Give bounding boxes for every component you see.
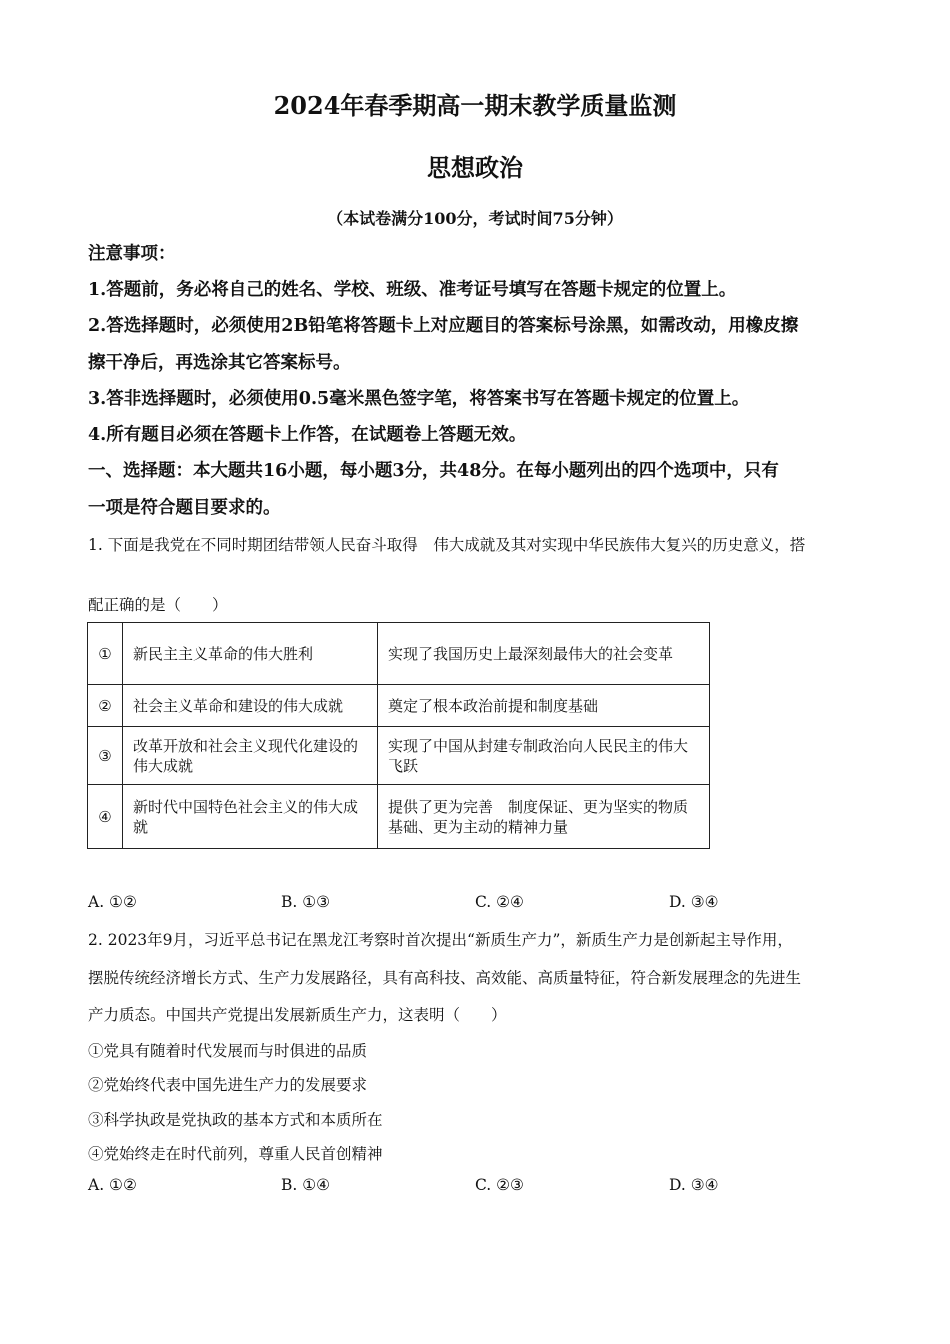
row-achievement: 社会主义革命和建设的伟大成就 [123, 685, 378, 727]
q1-choice-a: A. ①② [88, 893, 137, 911]
q2-choice-d: D. ③④ [669, 1176, 719, 1194]
note-item: 2.答选择题时，必须使用2B铅笔将答题卡上对应题目的答案标号涂黑，如需改动，用橡皮擦 [88, 316, 799, 336]
row-number: ① [88, 623, 123, 685]
subject-title: 思想政治 [427, 153, 523, 182]
row-achievement: 新民主主义革命的伟大胜利 [123, 623, 378, 685]
row-achievement: 新时代中国特色社会主义的伟大成就 [123, 785, 378, 849]
q2-choice-b: B. ①④ [281, 1176, 331, 1194]
note-item: 1.答题前，务必将自己的姓名、学校、班级、准考证号填写在答题卡规定的位置上。 [88, 280, 737, 300]
table-row [88, 685, 710, 727]
table-row [88, 785, 710, 849]
row-number: ③ [88, 727, 123, 785]
exam-title: 2024年春季期高一期末教学质量监测 [273, 91, 677, 120]
section-heading-cont: 一项是符合题目要求的。 [88, 498, 281, 518]
q2-stem: 2. 2023年9月，习近平总书记在黑龙江考察时首次提出“新质生产力”，新质生产力是创新起主导作用， [88, 931, 793, 949]
q2-stem-cont: 产力质态。中国共产党提出发展新质生产力，这表明（ ） [88, 1006, 507, 1024]
row-number: ② [88, 685, 123, 727]
table-row [88, 727, 710, 785]
section-heading: 一、选择题：本大题共16小题，每小题3分，共48分。在每小题列出的四个选项中，只有 [88, 461, 779, 481]
q1-choice-b: B. ①③ [281, 893, 331, 911]
q2-statement: ③科学执政是党执政的基本方式和本质所在 [88, 1111, 383, 1129]
row-meaning: 提供了更为完善 制度保证、更为坚实的物质基础、更为主动的精神力量 [378, 785, 710, 849]
q1-table [87, 622, 710, 849]
q2-choice-a: A. ①② [88, 1176, 137, 1194]
q1-choice-c: C. ②④ [475, 893, 524, 911]
table-row [88, 623, 710, 685]
row-achievement: 改革开放和社会主义现代化建设的伟大成就 [123, 727, 378, 785]
q1-choice-d: D. ③④ [669, 893, 719, 911]
row-meaning: 实现了中国从封建专制政治向人民民主的伟大飞跃 [378, 727, 710, 785]
notes-heading: 注意事项： [88, 244, 176, 264]
q1-stem: 1. 下面是我党在不同时期团结带领人民奋斗取得 伟大成就及其对实现中华民族伟大复兴的历史意义，搭 [88, 536, 806, 554]
q2-choice-c: C. ②③ [475, 1176, 524, 1194]
exam-info: （本试卷满分100分，考试时间75分钟） [327, 209, 623, 228]
note-item: 擦干净后，再选涂其它答案标号。 [88, 353, 351, 373]
q1-stem-cont: 配正确的是（ ） [88, 596, 228, 614]
q2-stem-cont: 摆脱传统经济增长方式、生产力发展路径，具有高科技、高效能、高质量特征，符合新发展理念的先进生 [88, 969, 802, 987]
row-meaning: 实现了我国历史上最深刻最伟大的社会变革 [378, 623, 710, 685]
q2-statement: ②党始终代表中国先进生产力的发展要求 [88, 1076, 368, 1094]
row-meaning: 奠定了根本政治前提和制度基础 [378, 685, 710, 727]
q2-statement: ①党具有随着时代发展而与时俱进的品质 [88, 1042, 368, 1060]
note-item: 3.答非选择题时，必须使用0.5毫米黑色签字笔，将答案书写在答题卡规定的位置上。 [88, 389, 750, 409]
q2-statement: ④党始终走在时代前列，尊重人民首创精神 [88, 1145, 383, 1163]
row-number: ④ [88, 785, 123, 849]
note-item: 4.所有题目必须在答题卡上作答，在试题卷上答题无效。 [88, 425, 527, 445]
